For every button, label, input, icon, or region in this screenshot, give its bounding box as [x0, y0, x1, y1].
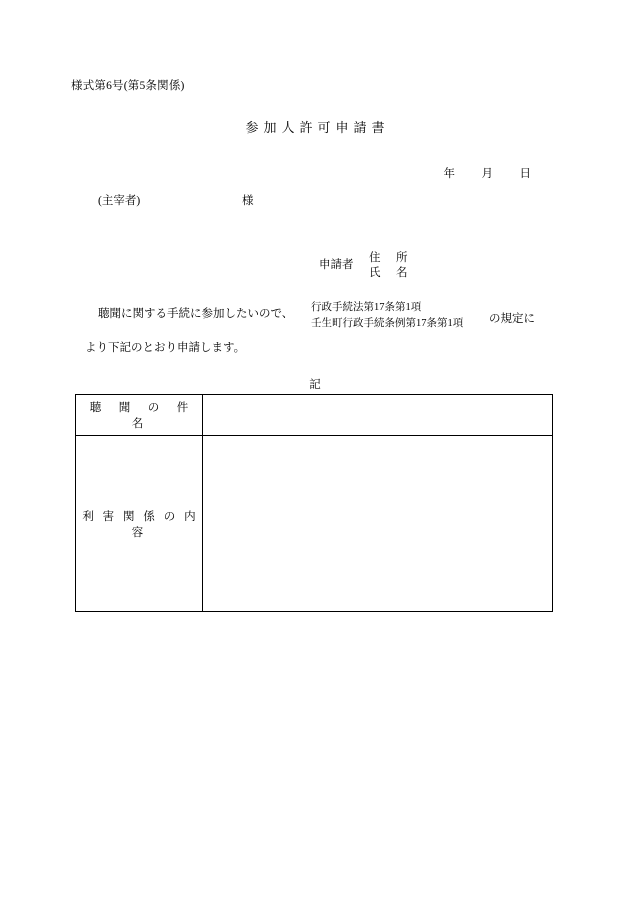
- addressee-honorific: 様: [242, 195, 254, 207]
- interest-content-label: 利 害 関 係 の 内 容: [76, 436, 203, 612]
- date-month-label: 月: [481, 168, 494, 180]
- date-line: [430, 153, 532, 193]
- body-text-line-3: より下記のとおり申請します。: [85, 342, 246, 354]
- applicant-name-label: 氏 名: [369, 267, 410, 279]
- applicant-address-label: 住 所: [369, 252, 410, 264]
- date-year-label: 年: [443, 168, 456, 180]
- table-row: [76, 436, 553, 612]
- ki-marker: 記: [309, 379, 321, 391]
- interest-content-input[interactable]: [203, 436, 553, 612]
- addressee-label: (主宰者): [98, 195, 141, 207]
- hearing-subject-label: 聴 聞 の 件 名: [76, 395, 203, 436]
- page-title: 参加人許可申請書: [245, 120, 390, 135]
- hearing-subject-input[interactable]: [203, 395, 553, 436]
- date-day-label: 日: [519, 168, 532, 180]
- table-row: [76, 395, 553, 436]
- form-table: [75, 394, 553, 612]
- applicant-label: 申請者: [319, 259, 354, 271]
- form-number: 様式第6号(第5条関係): [71, 80, 185, 92]
- law-reference-line-1: 行政手続法第17条第1項: [311, 302, 422, 313]
- body-text-line-2: の規定に: [489, 313, 535, 325]
- body-text-line-1: 聴聞に関する手続に参加したいので、: [98, 308, 294, 320]
- law-reference-line-2: 壬生町行政手続条例第17条第1項: [311, 318, 464, 329]
